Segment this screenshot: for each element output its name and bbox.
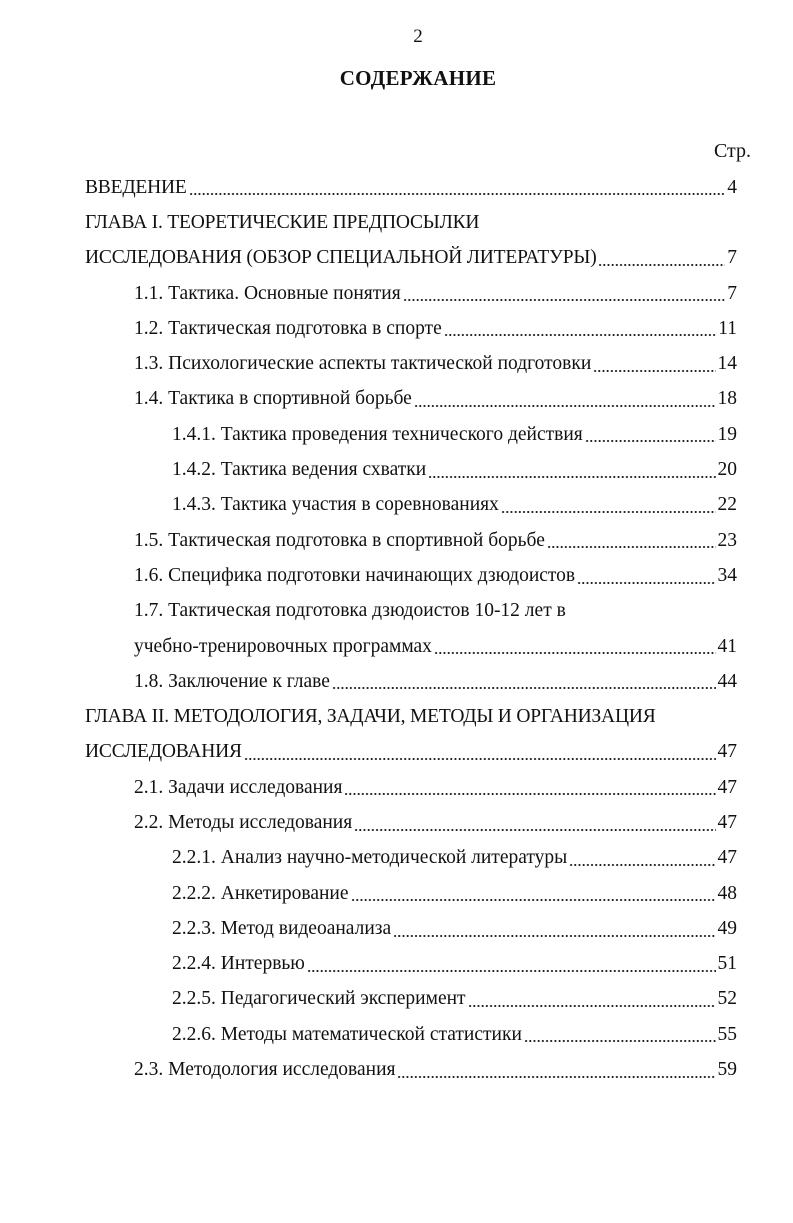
toc-entry-title: 2.2.5. Педагогический эксперимент xyxy=(172,988,466,1010)
dot-leader xyxy=(501,510,716,514)
toc-entry-title: 2.2.2. Анкетирование xyxy=(172,882,349,904)
toc-entry[interactable] xyxy=(85,805,737,840)
toc-entry[interactable] xyxy=(85,594,737,629)
dot-leader xyxy=(593,369,715,373)
toc-entry[interactable] xyxy=(85,770,737,805)
toc-entry-page: 7 xyxy=(727,282,737,304)
toc-entry[interactable] xyxy=(85,876,737,911)
dot-leader xyxy=(189,192,726,196)
toc-entry-page: 34 xyxy=(717,564,737,586)
toc-entry[interactable] xyxy=(85,170,737,205)
toc-entry[interactable] xyxy=(85,699,737,734)
toc-entry-page: 48 xyxy=(717,882,737,904)
toc-entry-page: 4 xyxy=(727,176,737,198)
toc-entry-title: 2.2.6. Методы математической статистики xyxy=(172,1023,522,1045)
table-of-contents xyxy=(85,170,737,1088)
toc-entry-title: 1.4.2. Тактика ведения схватки xyxy=(172,459,427,481)
dot-leader xyxy=(585,439,716,443)
toc-entry-title: 2.3. Методология исследования xyxy=(134,1059,396,1081)
dot-leader xyxy=(569,863,715,867)
toc-entry[interactable] xyxy=(85,523,737,558)
toc-entry-title: 1.4. Тактика в спортивной борьбе xyxy=(134,388,412,410)
toc-entry-page: 11 xyxy=(718,317,737,339)
dot-leader xyxy=(428,475,715,479)
toc-entry-page: 49 xyxy=(717,917,737,939)
page-column-label: Стр. xyxy=(713,140,751,162)
toc-entry[interactable] xyxy=(85,276,737,311)
toc-entry-title: ГЛАВА II. МЕТОДОЛОГИЯ, ЗАДАЧИ, МЕТОДЫ И ОРГАНИЗАЦИЯ xyxy=(85,706,656,728)
dot-leader xyxy=(344,792,715,796)
toc-entry-page: 41 xyxy=(717,635,737,657)
toc-entry-title: учебно-тренировочных программах xyxy=(134,635,432,657)
toc-entry-page: 51 xyxy=(717,953,737,975)
dot-leader xyxy=(244,757,716,761)
page-number: 2 xyxy=(413,26,423,47)
toc-entry-page: 22 xyxy=(717,494,737,516)
toc-entry-page: 59 xyxy=(717,1059,737,1081)
dot-leader xyxy=(354,828,715,832)
toc-entry[interactable] xyxy=(85,382,737,417)
toc-entry-page: 19 xyxy=(717,423,737,445)
dot-leader xyxy=(403,298,726,302)
dot-leader xyxy=(598,263,725,267)
toc-entry[interactable] xyxy=(85,664,737,699)
toc-entry-page: 47 xyxy=(717,811,737,833)
toc-entry-title: 1.4.3. Тактика участия в соревнованиях xyxy=(172,494,499,516)
toc-entry-title: ВВЕДЕНИЕ xyxy=(85,176,187,198)
toc-entry-page: 55 xyxy=(717,1023,737,1045)
toc-entry-page: 47 xyxy=(717,847,737,869)
toc-entry[interactable] xyxy=(85,947,737,982)
toc-entry-page: 18 xyxy=(717,388,737,410)
toc-entry-title: ГЛАВА I. ТЕОРЕТИЧЕСКИЕ ПРЕДПОСЫЛКИ xyxy=(85,211,480,233)
toc-entry[interactable] xyxy=(85,629,737,664)
toc-entry-page: 47 xyxy=(717,741,737,763)
toc-entry[interactable] xyxy=(85,982,737,1017)
dot-leader xyxy=(351,898,716,902)
toc-entry[interactable] xyxy=(85,1052,737,1087)
toc-entry-page: 14 xyxy=(717,353,737,375)
toc-entry[interactable] xyxy=(85,241,737,276)
toc-entry-title: 1.2. Тактическая подготовка в спорте xyxy=(134,317,442,339)
toc-entry-title: ИССЛЕДОВАНИЯ xyxy=(85,741,242,763)
toc-entry-title: 1.4.1. Тактика проведения технического действия xyxy=(172,423,583,445)
dot-leader xyxy=(414,404,716,408)
toc-entry-title: 2.2.3. Метод видеоанализа xyxy=(172,917,392,939)
toc-entry-title: 1.6. Специфика подготовки начинающих дзюдоистов xyxy=(134,564,576,586)
dot-leader xyxy=(393,934,715,938)
toc-entry-page: 44 xyxy=(717,670,737,692)
dot-leader xyxy=(524,1039,716,1043)
toc-entry-title: 2.2.1. Анализ научно-методической литературы xyxy=(172,847,568,869)
toc-entry-page: 7 xyxy=(727,247,737,269)
toc-entry-title: 1.8. Заключение к главе xyxy=(134,670,330,692)
dot-leader xyxy=(332,686,716,690)
toc-entry[interactable] xyxy=(85,417,737,452)
toc-entry[interactable] xyxy=(85,1017,737,1052)
dot-leader xyxy=(307,969,716,973)
toc-entry-title: 2.2. Методы исследования xyxy=(134,811,353,833)
toc-entry[interactable] xyxy=(85,488,737,523)
toc-entry[interactable] xyxy=(85,735,737,770)
toc-entry-title: 2.2.4. Интервью xyxy=(172,953,305,975)
toc-entry-title: 1.1. Тактика. Основные понятия xyxy=(134,282,401,304)
toc-entry[interactable] xyxy=(85,311,737,346)
toc-entry-title: 1.7. Тактическая подготовка дзюдоистов 10-12 лет в xyxy=(134,600,566,622)
toc-entry[interactable] xyxy=(85,558,737,593)
toc-entry[interactable] xyxy=(85,452,737,487)
toc-entry-page: 23 xyxy=(717,529,737,551)
dot-leader xyxy=(577,581,715,585)
toc-entry-page: 20 xyxy=(717,459,737,481)
toc-entry[interactable] xyxy=(85,911,737,946)
toc-entry-title: 1.5. Тактическая подготовка в спортивной борьбе xyxy=(134,529,545,551)
dot-leader xyxy=(444,333,716,337)
toc-entry-title: 2.1. Задачи исследования xyxy=(134,776,343,798)
dot-leader xyxy=(468,1004,716,1008)
toc-entry-title: ИССЛЕДОВАНИЯ (ОБЗОР СПЕЦИАЛЬНОЙ ЛИТЕРАТУРЫ) xyxy=(85,247,597,269)
dot-leader xyxy=(547,545,716,549)
toc-entry[interactable] xyxy=(85,346,737,381)
dot-leader xyxy=(397,1075,715,1079)
toc-entry-page: 47 xyxy=(717,776,737,798)
toc-entry[interactable] xyxy=(85,841,737,876)
toc-entry-title: 1.3. Психологические аспекты тактической подготовки xyxy=(134,353,592,375)
dot-leader xyxy=(434,651,716,655)
page-title: СОДЕРЖАНИЕ xyxy=(339,66,497,90)
toc-entry[interactable] xyxy=(85,205,737,240)
toc-entry-page: 52 xyxy=(717,988,737,1010)
